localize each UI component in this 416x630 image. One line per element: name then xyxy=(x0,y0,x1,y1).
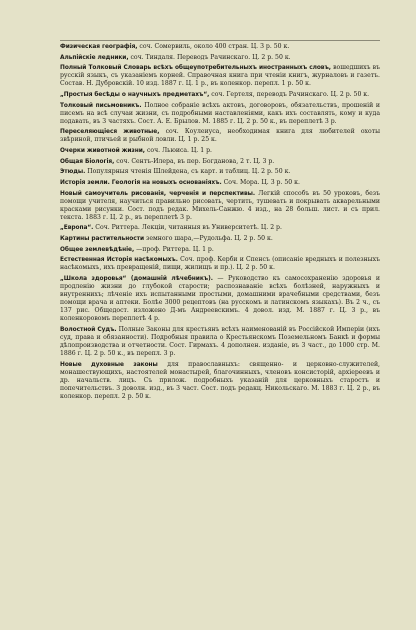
catalog-entry xyxy=(60,275,380,323)
catalog-entry xyxy=(60,43,380,51)
catalog-entry xyxy=(60,246,380,254)
entry-text: соч. Сомервиль, около 400 стран. Ц. 3 р. 50 к. xyxy=(139,43,290,50)
catalog-entry xyxy=(60,91,380,99)
entry-title: „Европа“. xyxy=(60,225,94,232)
top-divider xyxy=(60,40,380,41)
catalog-entry xyxy=(60,168,380,176)
entry-title: Альпійскіе ледники, xyxy=(60,54,129,61)
catalog-entry xyxy=(60,235,380,243)
entry-title: Новый самоучитель рисованія, черченія и перспективы. xyxy=(60,190,256,197)
entry-title: Очерки животной жизни, xyxy=(60,148,145,155)
entry-title: Исторія земли. Геологія на новыхъ основаніяхъ. xyxy=(60,180,222,186)
entry-text: Полные Законы для крестьянъ всѣхъ наименованій въ Россійской Имперіи (ихъ суд, права и обязанности). Подробныя правила о Крестьянскомъ Поземельномъ Банкѣ и формы дѣлопроизводства и отчетности. Сост. Гирмахъ. 4 дополнен. изданіе, въ 3 част., до 1000 стр. М. 1886 г. Ц. 2 р. 50 к., въ перепл. 3 р. xyxy=(60,325,380,358)
entry-text: Популярныя чтенія Шлейдена, съ карт. и таблиц. Ц. 2 р. 50 к. xyxy=(87,168,291,176)
catalog-entry xyxy=(60,326,380,358)
entry-title: „Простыя бесѣды о научныхъ предметахъ“, xyxy=(60,92,210,99)
entry-text: соч. Сентъ-Илера, въ пер. Богданова, 2 т. Ц. 3 р. xyxy=(116,157,275,165)
entry-title: Общее землевѣдѣніе, xyxy=(60,246,135,253)
entry-text: земного шара,—Рудольфа. Ц. 2 р. 50 к. xyxy=(146,235,273,243)
entry-title: „Школа здоровья“ (домашній лѣчебникъ). xyxy=(60,276,213,283)
entry-text: соч. Тиндаля. Переводъ Рачинскаго. Ц. 2 р. 50 к. xyxy=(130,53,291,61)
catalog-entry xyxy=(60,64,380,88)
entry-title: Этюды. xyxy=(60,169,86,176)
entry-title: Естественная Исторія насѣкомыхъ. xyxy=(60,257,178,264)
entry-text: —проф. Риттера. Ц. 1 р. xyxy=(136,245,214,253)
catalog-entry xyxy=(60,54,380,62)
catalog-entry xyxy=(60,224,380,232)
entry-text: соч. Коулеиуса, необходимая книга для любителей охоты звѣриной, птичьей и рыбной ловли. Ц. 1 р. 25 к. xyxy=(60,128,380,144)
entry-text: Соч. проф. Керби и Спенсъ (описаніе вредныхъ и полезныхъ насѣкомыхъ, ихъ превращеній, пищи, жилищъ и пр.). Ц. 2 р. 50 к. xyxy=(60,256,381,272)
entry-text: соч. Льюиса. Ц. 1 р. xyxy=(146,147,212,155)
catalog-entry xyxy=(60,147,380,155)
catalog-entry xyxy=(60,190,380,222)
entry-text: соч. Гертеля, переводъ Рачинскаго. Ц. 2 р. 50 к. xyxy=(211,91,370,99)
catalog-entry xyxy=(60,102,380,126)
entry-title: Картины растительности xyxy=(60,236,145,243)
entry-title: Физическая географія, xyxy=(60,44,138,50)
catalog-entry xyxy=(60,256,380,272)
catalog-entry xyxy=(60,128,380,144)
catalog-entry xyxy=(60,361,380,401)
entry-text: вошедшихъ въ русскій языкъ, съ указаніемъ корней. Справочная книга при чтеніи книгъ, журналовъ и газетъ. Состав. Н. Дубровскій. 10 изд. 1887 г. Ц. 1 р., въ коленкор. перепл. 1 р. 50 к. xyxy=(60,64,381,88)
entry-text: Легкій способъ въ 50 уроковъ, безъ помощи учителя, научиться правильно рисовать, чертить, тушевать и покрывать акварельными красками рисунки. Сост. подъ редак. Михель-Санжю. 4 изд., на 28 больш. лист. и съ прил. текста. 1883 г. Ц. 2 р., въ переплетѣ 3 р. xyxy=(60,189,380,221)
catalog-list xyxy=(60,43,380,404)
entry-title: Общая Біологія, xyxy=(60,158,115,165)
entry-text: — Руководство къ самосохраненію здоровья и продленію жизни до глубокой старости; распознаваніе всѣхъ болѣзней, наружныхъ и внутреннихъ; лѣченіе ихъ испытанными простыми, домашними врачебными средствами, безъ помощи врача и аптеки. Болѣе 3000 рецептовъ (на русскомъ и латинскомъ языкахъ). Въ 2 ч., съ 137 рис. Общедост. изложено Д-мъ Андреевскимъ. 4 довол. изд. М. 1887 г. Ц. 3 р., въ коленкоровомъ переплетѣ 4 р. xyxy=(60,275,381,323)
catalog-entry xyxy=(60,179,380,187)
entry-title: Толковый письмовникъ. xyxy=(60,102,142,109)
entry-text: для православныхъ: священно- и церковно-служителей, монашествующихъ, настоятелей монастырей, благочинныхъ, членовъ консисторій, архіереевъ и др. начальств. лицъ. Съ прилож. подробныхъ указаній для церковныхъ старостъ и попечительствъ. 3 доволн. изд., въ 3 част. Сост. подъ редакц. Никольскаго. М. 1883 г. Ц. 2 р., въ коленкор. перепл. 2 р. 50 к. xyxy=(60,360,381,400)
entry-text: Соч. Риттера. Лекціи, читанныя въ Университетѣ. Ц. 2 р. xyxy=(95,224,282,232)
entry-text: Полное собраніе всѣхъ актовъ, договоровъ, обязательствъ, прошеній и писемъ на всѣ случаи жизни, съ подробными наставленіями, какъ ихъ составлять, кому и куда подавать, въ 3 частяхъ. Сост. А. Е. Брылов. М. 1885 г. Ц. 2 р. 50 к., въ переплетѣ 3 р. xyxy=(60,101,380,125)
catalog-entry xyxy=(60,158,380,166)
entry-text: Соч. Мора. Ц. 3 р. 50 к. xyxy=(223,179,300,186)
entry-title: Новые духовные законы xyxy=(60,361,158,368)
entry-title: Волостной Судъ. xyxy=(60,326,117,333)
entry-title: Переселяющіеся животные, xyxy=(60,129,160,136)
entry-title: Полный Толковый Словарь всѣхъ общеупотребительныхъ иностранныхъ словъ, xyxy=(60,65,331,72)
